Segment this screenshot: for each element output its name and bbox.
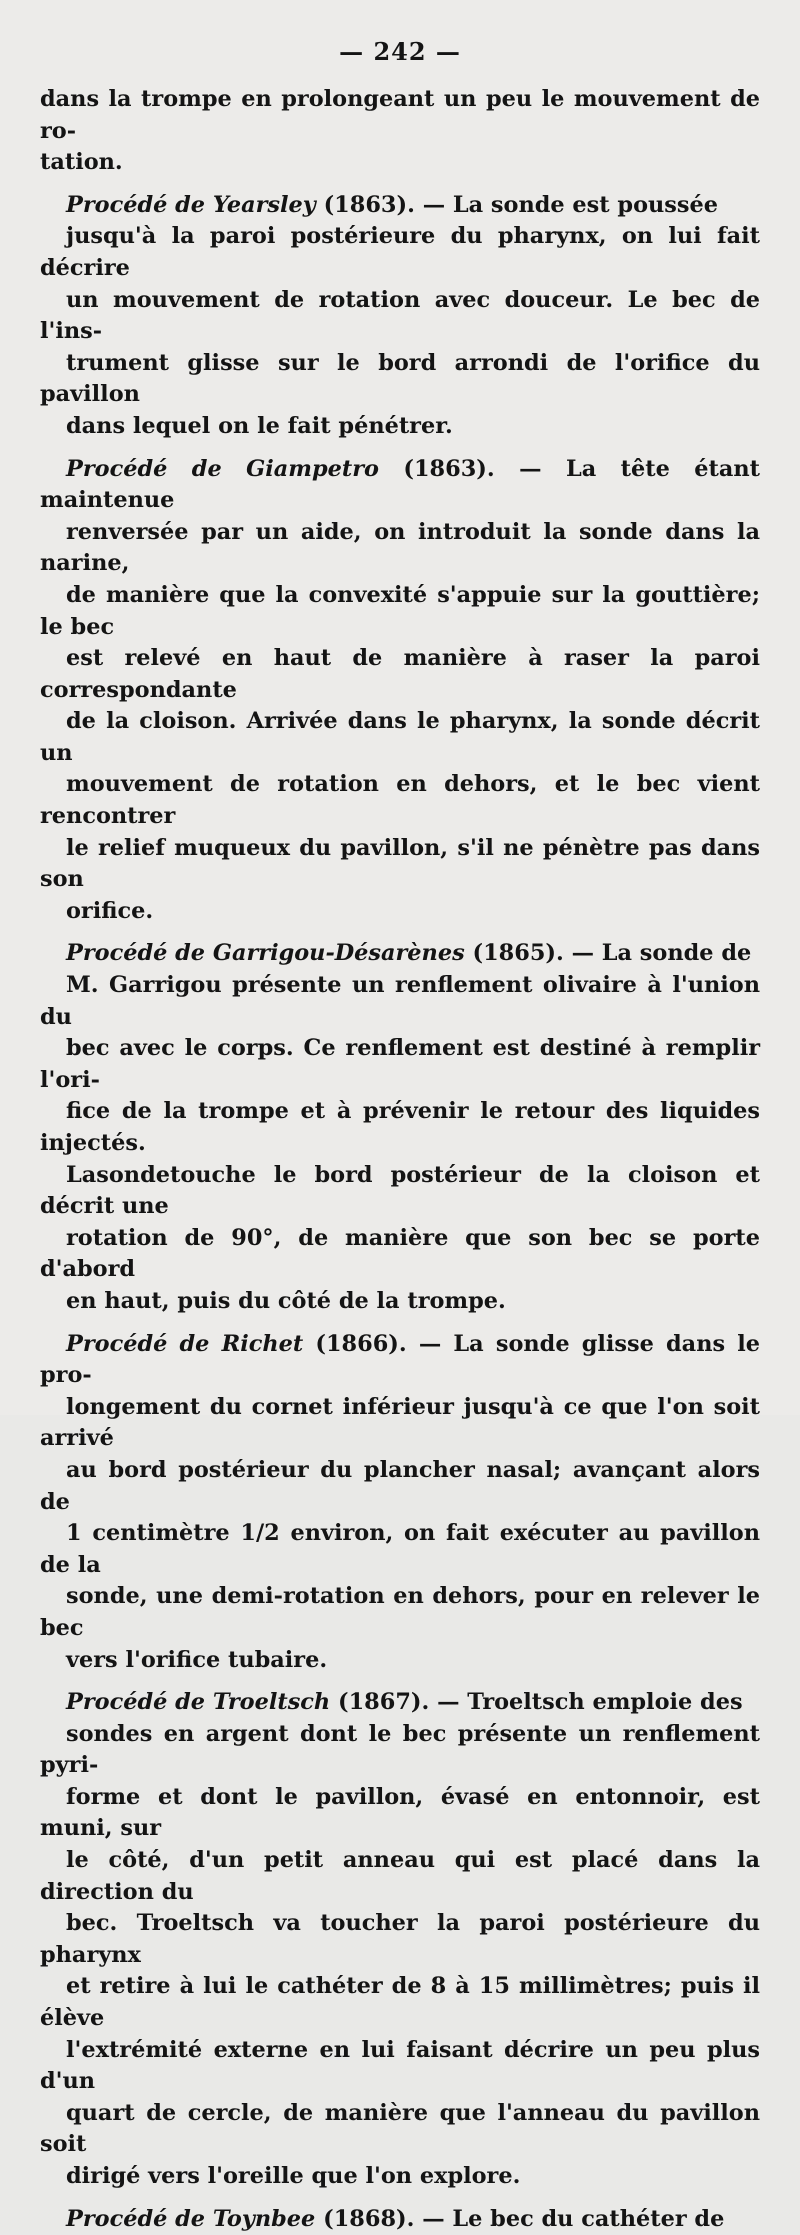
text-line: renversée par un aide, on introduit la sonde dans la narine, <box>40 518 760 577</box>
text-line: un mouvement de rotation avec douceur. Le bec de l'ins- <box>40 286 760 345</box>
text-line: (1863). — La sonde est poussée <box>315 191 718 218</box>
text-line: Lasondetouche le bord postérieur de la cloison et décrit une <box>40 1161 760 1220</box>
paragraph-giampetro <box>40 454 760 928</box>
text-line: bec avec le corps. Ce renflement est destiné à remplir l'ori- <box>40 1035 760 1093</box>
text-line: M. Garrigou présente un renflement olivaire à l'union du <box>40 972 760 1030</box>
text-line: (1866). — La sonde glisse dans le pro- <box>40 1330 760 1389</box>
procedure-title: Procédé de Troeltsch <box>66 1689 331 1716</box>
text-line: (1865). — La sonde de <box>464 940 752 967</box>
paragraph-yearsley <box>40 190 760 443</box>
text-line: de manière que la convexité s'appuie sur la gouttière; le bec <box>40 581 760 640</box>
text-line: vers l'orifice tubaire. <box>66 1646 328 1673</box>
text-line: quart de cercle, de manière que l'anneau du pavillon soit <box>40 2099 760 2158</box>
text-line: rotation de 90°, de manière que son bec se porte d'abord <box>40 1224 760 1283</box>
text-line: orifice. <box>66 897 154 924</box>
procedure-title: Procédé de Yearsley <box>66 191 316 218</box>
text-line: (1867). — Troeltsch emploie des <box>330 1689 743 1716</box>
text-line: dirigé vers l'oreille que l'on explore. <box>66 2163 521 2189</box>
paragraph-toynbee <box>40 2204 760 2235</box>
page-number: — 242 — <box>339 37 461 66</box>
text-line: de la cloison. Arrivée dans le pharynx, la sonde décrit un <box>40 708 760 766</box>
text-line: le côté, d'un petit anneau qui est placé dans la direction du <box>40 1847 760 1905</box>
text-line: est relevé en haut de manière à raser la paroi correspondante <box>40 645 760 703</box>
text-line: (1868). — Le bec du cathéter de <box>315 2205 725 2232</box>
procedure-title: Procédé de Toynbee <box>66 2205 316 2232</box>
paragraph-garrigou <box>40 938 760 1317</box>
text-line: bec. Troeltsch va toucher la paroi postérieure du pharynx <box>40 1910 760 1968</box>
paragraph-continuation <box>40 84 760 179</box>
text-line: 1 centimètre 1/2 environ, on fait exécuter au pavillon de la <box>40 1520 760 1578</box>
text-line: le relief muqueux du pavillon, s'il ne pénètre pas dans son <box>40 834 760 893</box>
text-line: dans la trompe en prolongeant un peu le mouvement de ro- <box>40 86 760 144</box>
text-line: et retire à lui le cathéter de 8 à 15 millimètres; puis il élève <box>40 1973 760 2032</box>
text-line: trument glisse sur le bord arrondi de l'orifice du pavillon <box>40 349 760 408</box>
paragraph-richet <box>40 1329 760 1677</box>
paragraph-troeltsch <box>40 1687 760 2193</box>
text-line: forme et dont le pavillon, évasé en entonnoir, est muni, sur <box>40 1783 760 1842</box>
text-line: sonde, une demi-rotation en dehors, pour en relever le bec <box>40 1583 760 1641</box>
text-line: en haut, puis du côté de la trompe. <box>66 1287 506 1314</box>
procedure-title: Procédé de Giampetro <box>66 455 379 482</box>
text-line: (1863). — La tête étant maintenue <box>40 455 760 514</box>
text-line: mouvement de rotation en dehors, et le bec vient rencontrer <box>40 771 760 830</box>
text-line: longement du cornet inférieur jusqu'à ce que l'on soit arrivé <box>40 1393 760 1452</box>
text-line: fice de la trompe et à prévenir le retour des liquides injectés. <box>40 1098 760 1156</box>
text-line: tation. <box>40 149 123 176</box>
text-line: l'extrémité externe en lui faisant décrire un peu plus d'un <box>40 2036 760 2095</box>
text-line: jusqu'à la paroi postérieure du pharynx, on lui fait décrire <box>40 223 760 281</box>
text-line: sondes en argent dont le bec présente un renflement pyri- <box>40 1720 760 1779</box>
text-line: au bord postérieur du plancher nasal; avançant alors de <box>40 1456 760 1515</box>
text-line: dans lequel on le fait pénétrer. <box>66 412 453 439</box>
procedure-title: Procédé de Garrigou-Désarènes <box>66 940 465 967</box>
procedure-title: Procédé de Richet <box>66 1330 304 1357</box>
